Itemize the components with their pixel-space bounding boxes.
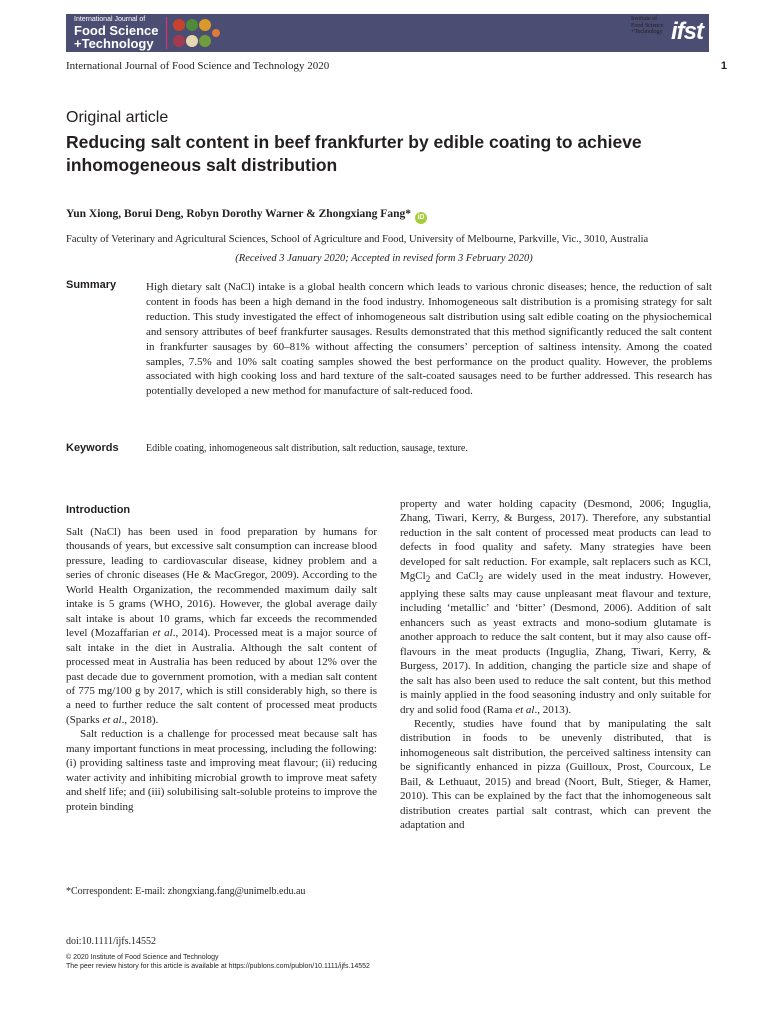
left-column [66, 525, 377, 814]
intro-paragraph-3: property and water holding capacity (Desmond, 2006; Inguglia, Zhang, Tiwari, Kerry, & Burgess, 2017). Therefore, any substantial reduction in the salt content of processed meat products can lead to defects in food quality and safety. Many strategies have been developed for salt reduction. For example, salt replacers such as KCl, MgCl$_2$ and CaCl$_2$ are widely used in the meat industry. However, applying these salts may cause unpleasant meat flavour and texture, including ‘metallic’ and ‘bitter’ (Desmond, 2006). Addition of salt enhancers such as yeast extracts and mono-sodium glutamate is another approach to reduce the salt content, but it may also cause off-flavours in the meat products (Inguglia, Zhang, Tiwari, Kerry, & Burgess, 2017). In addition, changing the particle size and shape of the salt has also been used to reduce the salt content, but this method is mainly applied in the food seasoning industry and only suitable for dry and solid food (Rama et al., 2013). [400, 498, 712, 716]
peer-review-line[interactable]: The peer review history for this article is available at https://publons.com/publon/10.1111/ijfs.14552 [66, 963, 370, 970]
authors [66, 208, 427, 224]
copyright-block [66, 953, 370, 971]
intro-paragraph-2: Salt reduction is a challenge for processed meat because salt has many important functions in meat processing, including the following: (i) providing saltiness taste and improving meat flavour; (ii) reducing water activity and inhibiting microbial growth to improve meat safety and shelf life; and (iii) solubilising salt-soluble proteins to improve the protein binding [66, 728, 378, 813]
ifst-logo-text: ifst [671, 18, 703, 45]
intro-paragraph-1: Salt (NaCl) has been used in food preparation by humans for thousands of years, but excessive salt consumption can increase blood pressure, leading to cardiovascular disease, kidney problem and a series of chronic diseases (He & MacGregor, 2009). According to the World Health Organization, the recommended maximum daily salt intake is 5 grams (WHO, 2016). However, the global average daily salt intake is about 10 grams, which far exceeds the recommended level (Mozaffarian et al., 2014). Processed meat is a major source of salt intake in the diet in Australia. Although the salt content of processed meat in Australia has been reduced by about 12% over the past decade due to government promotion, with a median salt content of 775 mg/100 g by 2017, which is still considerably high, so there is a need to further reduce the salt content of processed meat products (Sparks et al., 2018). [66, 526, 377, 726]
keywords-text: Edible coating, inhomogeneous salt distribution, salt reduction, sausage, texture. [146, 443, 468, 454]
orcid-icon[interactable]: iD [415, 212, 427, 224]
journal-logo[interactable] [74, 16, 159, 50]
article-type: Original article [66, 109, 169, 126]
received-dates: (Received 3 January 2020; Accepted in revised form 3 February 2020) [235, 253, 533, 264]
food-images-icon [172, 17, 220, 49]
journal-logo-line2: Food Science [74, 23, 159, 38]
doi[interactable]: doi:10.1111/ijfs.14552 [66, 936, 156, 947]
journal-logo-line3: +Technology [74, 36, 154, 51]
page-number: 1 [720, 60, 727, 72]
running-head: International Journal of Food Science and Technology 2020 [66, 60, 330, 72]
journal-logo-line1: International Journal of [74, 16, 146, 23]
banner-divider [166, 17, 167, 49]
intro-paragraph-4: Recently, studies have found that by manipulating the salt distribution in foods to be unevenly distributed, that is inhomogeneous salt distribution, the perceived saltiness intensity can be significantly enhanced in pizza (Guilloux, Prost, Courcoux, Le Bail, & Lethuaut, 2015) and bread (Noort, Bult, Stieger, & Hamer, 2010). This can be explained by the fact that the inhomogeneous salt distribution creates partial salt contrast, which can prevent the adaptation and [400, 717, 711, 832]
ifst-logo[interactable] [671, 18, 703, 46]
right-column [400, 497, 711, 833]
copyright-line: © 2020 Institute of Food Science and Technology [66, 954, 219, 961]
summary-text: High dietary salt (NaCl) intake is a global health concern which leads to various chronic diseases; hence, the reduction of salt content in foods has been a high demand in the food industry. Inhomogeneous salt distribution is a promising strategy for salt reduction. This study investigated the effect of inhomogeneous salt distribution using salt edible coating on the physiochemical and sensory attributes of beef frankfurter sausages. Results demonstrated that this method significantly reduced the salt content in frankfurter sausages by 60–81% without affecting the consumers’ perception of saltiness intensity. Among the coated samples, 7.5% and 10% salt coating samples showed the best performance on the product quality. However, the problems associated with high cooking loss and hard texture of the salt-coated sausages need to be further addressed. This research has potentially developed a new method for manufacture of salt-reduced food. [146, 281, 712, 398]
author-list: Yun Xiong, Borui Deng, Robyn Dorothy Warner & Zhongxiang Fang* [66, 208, 411, 220]
article-title: Reducing salt content in beef frankfurter by edible coating to achieve inhomogeneous salt distribution [66, 132, 642, 175]
introduction-heading: Introduction [66, 504, 131, 516]
keywords-label: Keywords [66, 442, 119, 454]
correspondent-note: *Correspondent: E-mail: zhongxiang.fang@unimelb.edu.au [66, 886, 306, 897]
journal-banner [66, 14, 709, 52]
summary-label: Summary [66, 279, 117, 291]
affiliation: Faculty of Veterinary and Agricultural Sciences, School of Agriculture and Food, University of Melbourne, Parkville, Vic., 3010, Australia [66, 234, 649, 245]
ifst-small-text: Institute of Food Science +Technology [631, 16, 664, 36]
